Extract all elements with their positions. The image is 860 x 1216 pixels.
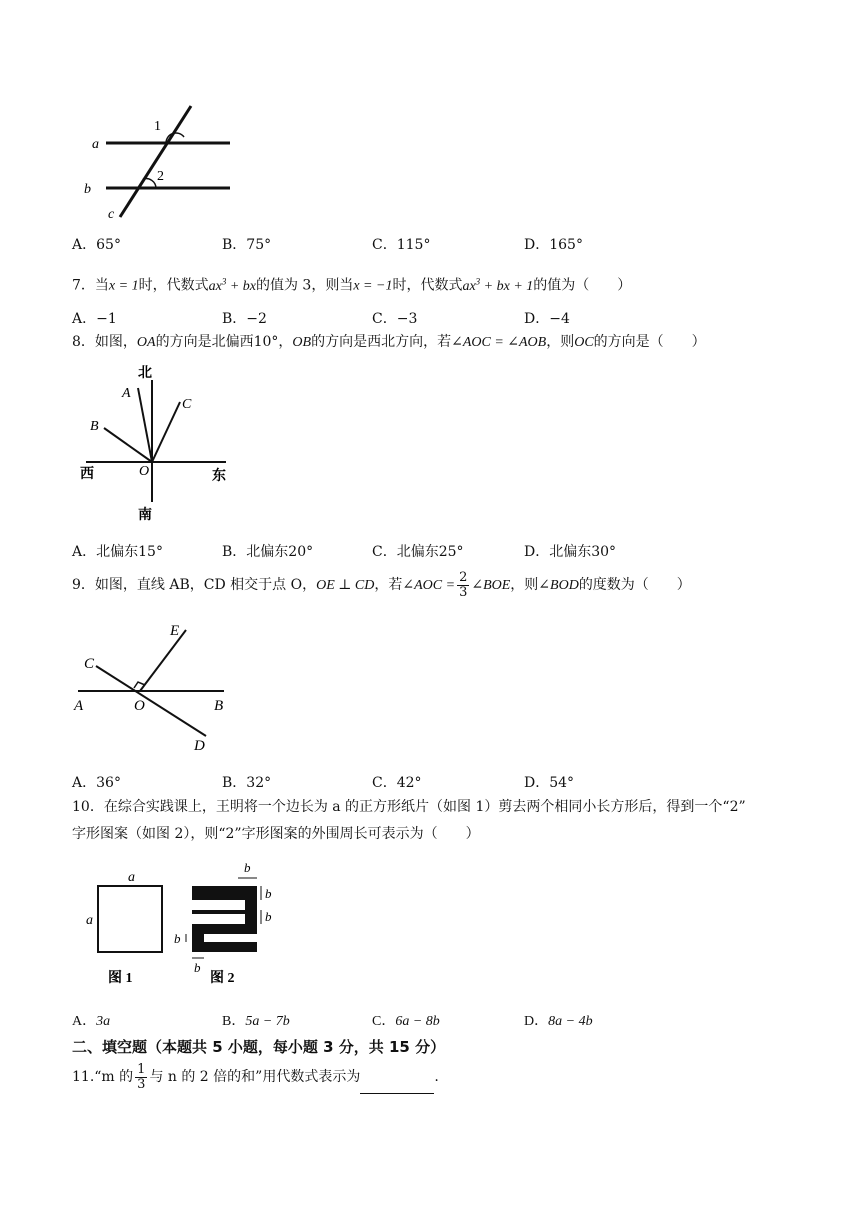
q9-option-b[interactable]	[222, 772, 271, 792]
q9-stem	[72, 568, 691, 603]
option-text: −3	[396, 311, 418, 327]
option-letter: A．	[72, 237, 97, 253]
q8-ob: OB	[292, 335, 312, 350]
option-letter: C．	[372, 311, 397, 327]
option-letter: B．	[222, 1014, 246, 1029]
q7-text-2: 时，代数式	[138, 277, 209, 294]
option-letter: D．	[524, 311, 550, 327]
q9-option-c[interactable]	[372, 772, 422, 792]
q9-option-a[interactable]	[72, 772, 121, 792]
q11-text-2: 与 n 的 2 倍的和”用代数式表示为	[149, 1069, 361, 1085]
q6-option-c[interactable]	[372, 234, 430, 254]
q8-condition: ∠AOC = ∠AOB	[451, 335, 547, 350]
q11-stem	[72, 1060, 439, 1094]
q10-stem-line-2: 字形图案（如图 2），则“2”字形图案的外围周长可表示为（ ）	[72, 826, 480, 842]
label-west: 西	[80, 467, 94, 482]
option-letter: A．	[72, 311, 97, 327]
label-D: D	[194, 738, 205, 753]
q9-fraction: $\frac{2}{3}$	[459, 569, 468, 600]
label-O: O	[139, 464, 150, 479]
q9-number: 9．	[72, 577, 95, 593]
q10-option-a[interactable]	[72, 1010, 110, 1030]
q7-stem	[72, 271, 631, 297]
q9-text-3: ，则	[510, 577, 539, 593]
q7-option-b[interactable]	[222, 308, 267, 328]
option-letter: A．	[72, 1014, 97, 1029]
q10-figure	[80, 858, 290, 993]
label-south: 南	[138, 508, 152, 523]
figure2-label-b-left: b	[174, 931, 181, 946]
label-b: b	[84, 182, 91, 197]
option-text: 115°	[396, 237, 431, 253]
q9-bod: ∠BOD	[538, 578, 579, 593]
q7-number: 7．	[72, 277, 95, 294]
option-text: −4	[549, 311, 570, 327]
option-text: 54°	[549, 775, 575, 791]
figure2-label-b-right-1: b	[265, 886, 272, 901]
q8-text-2: 的方向是北偏西10°，	[155, 334, 293, 350]
option-text: 3a	[96, 1014, 111, 1029]
q9-boe: ∠BOE	[471, 578, 511, 593]
q8-text-5: 的方向是（ ）	[593, 334, 706, 350]
q10-option-b[interactable]	[222, 1010, 290, 1030]
option-letter: D．	[524, 1014, 549, 1029]
label-C: C	[84, 656, 95, 672]
label-A: A	[74, 698, 84, 714]
q8-option-d[interactable]	[524, 541, 616, 561]
q6-option-a[interactable]	[72, 234, 121, 254]
option-text: −1	[96, 311, 117, 327]
option-letter: C．	[372, 775, 397, 791]
q7-option-d[interactable]	[524, 308, 570, 328]
figure1-label-a-top: a	[128, 870, 135, 885]
option-letter: C．	[372, 237, 397, 253]
option-letter: C．	[372, 544, 397, 560]
q8-stem	[72, 332, 706, 353]
q9-option-d[interactable]	[524, 772, 574, 792]
label-c: c	[108, 207, 115, 222]
option-text: 5a − 7b	[245, 1014, 290, 1029]
q7-text-5: 的值为（ ）	[533, 277, 632, 294]
q9-text-2: ，若	[374, 577, 403, 593]
option-text: 36°	[96, 775, 121, 791]
q9-text-4: 的度数为（ ）	[578, 577, 691, 593]
option-text: 北偏东30°	[549, 544, 617, 560]
label-B: B	[90, 419, 99, 434]
option-text: 165°	[549, 237, 583, 253]
q7-text-4: 时，代数式	[392, 277, 463, 294]
option-letter: A．	[72, 544, 97, 560]
q10-stem-line-1: 10．在综合实践课上，王明将一个边长为 a 的正方形纸片（如图 1）剪去两个相同小长方形后，得到一个“2”	[72, 799, 746, 815]
label-north: 北	[138, 366, 152, 381]
option-letter: B．	[222, 775, 247, 791]
q9-intersecting-lines-figure	[70, 618, 240, 753]
option-letter: B．	[222, 237, 247, 253]
section-2-title: 二、填空题（本题共 5 小题，每小题 3 分，共 15 分）	[72, 1038, 446, 1056]
option-letter: A．	[72, 775, 97, 791]
label-E: E	[170, 623, 180, 639]
q7-condition-1: x = 1	[108, 278, 139, 294]
q6-parallel-lines-figure	[80, 100, 250, 225]
q6-option-d[interactable]	[524, 234, 583, 254]
option-text: 北偏东20°	[246, 544, 314, 560]
q8-compass-figure	[76, 360, 246, 525]
option-letter: B．	[222, 311, 247, 327]
q8-text-3: 的方向是西北方向，若	[311, 334, 452, 350]
option-letter: D．	[524, 544, 550, 560]
q6-option-b[interactable]	[222, 234, 271, 254]
q7-option-c[interactable]	[372, 308, 417, 328]
figure1-caption: 图 1	[108, 971, 133, 986]
q7-text-3: 的值为 3，则当	[255, 277, 354, 294]
q8-number: 8．	[72, 334, 95, 350]
option-text: 42°	[396, 775, 422, 791]
q7-text-1: 当	[94, 277, 109, 294]
ray-oc	[152, 402, 180, 462]
ray-ob	[104, 428, 152, 462]
q8-text-4: ，则	[546, 334, 575, 350]
q9-text-1: 如图，直线 AB，CD 相交于点 O，	[94, 577, 317, 593]
figure2-top-slot	[192, 900, 245, 910]
q8-option-a[interactable]	[72, 541, 163, 561]
label-O: O	[134, 698, 145, 714]
option-letter: C．	[372, 1014, 396, 1029]
figure2-label-b-top: b	[244, 860, 251, 875]
option-text: 8a − 4b	[548, 1014, 593, 1029]
q8-option-b[interactable]	[222, 541, 313, 561]
q7-condition-2: x = −1	[353, 278, 393, 294]
option-text: 75°	[246, 237, 272, 253]
q11-fraction: $\frac{1}{3}$	[137, 1061, 146, 1092]
figure1-label-a-left: a	[86, 913, 93, 928]
q8-text-1: 如图，	[94, 334, 137, 350]
figure1-square	[98, 886, 162, 952]
q11-text-1: 11.“m 的	[72, 1069, 134, 1085]
label-C: C	[182, 397, 192, 412]
figure2-label-b-right-2: b	[265, 909, 272, 924]
label-angle-2: 2	[157, 169, 164, 184]
q7-expression-1: $ax^3$ + bx	[208, 276, 256, 294]
q11-answer-blank[interactable]	[360, 1079, 434, 1094]
figure2-two-shape	[192, 886, 257, 952]
ray-oa	[138, 388, 152, 462]
q7-expression-2: $ax^3$ + bx + 1	[462, 276, 534, 294]
option-text: 6a − 8b	[395, 1014, 440, 1029]
label-a: a	[92, 137, 99, 152]
option-text: 北偏东15°	[96, 544, 163, 560]
q10-option-d[interactable]	[524, 1010, 593, 1030]
option-text: 北偏东25°	[396, 544, 464, 560]
figure2-caption: 图 2	[210, 971, 235, 986]
option-letter: D．	[524, 237, 550, 253]
option-text: 32°	[246, 775, 272, 791]
option-letter: B．	[222, 544, 247, 560]
q9-aoc: ∠AOC =	[402, 578, 456, 593]
label-angle-1: 1	[154, 119, 161, 134]
option-text: 65°	[96, 237, 121, 253]
q8-oc: OC	[574, 335, 594, 350]
label-east: 东	[212, 469, 226, 484]
label-B: B	[214, 698, 224, 714]
option-letter: D．	[524, 775, 550, 791]
q11-end: .	[434, 1069, 439, 1085]
q7-option-a[interactable]	[72, 308, 117, 328]
q8-option-c[interactable]	[372, 541, 464, 561]
ray-oe	[140, 630, 186, 691]
q10-option-c[interactable]	[372, 1010, 440, 1030]
q8-oa: OA	[136, 335, 156, 350]
figure2-label-b-bottom: b	[194, 960, 201, 975]
option-text: −2	[246, 311, 267, 327]
label-A: A	[122, 386, 131, 401]
q9-perp: OE ⊥ CD	[316, 578, 375, 593]
